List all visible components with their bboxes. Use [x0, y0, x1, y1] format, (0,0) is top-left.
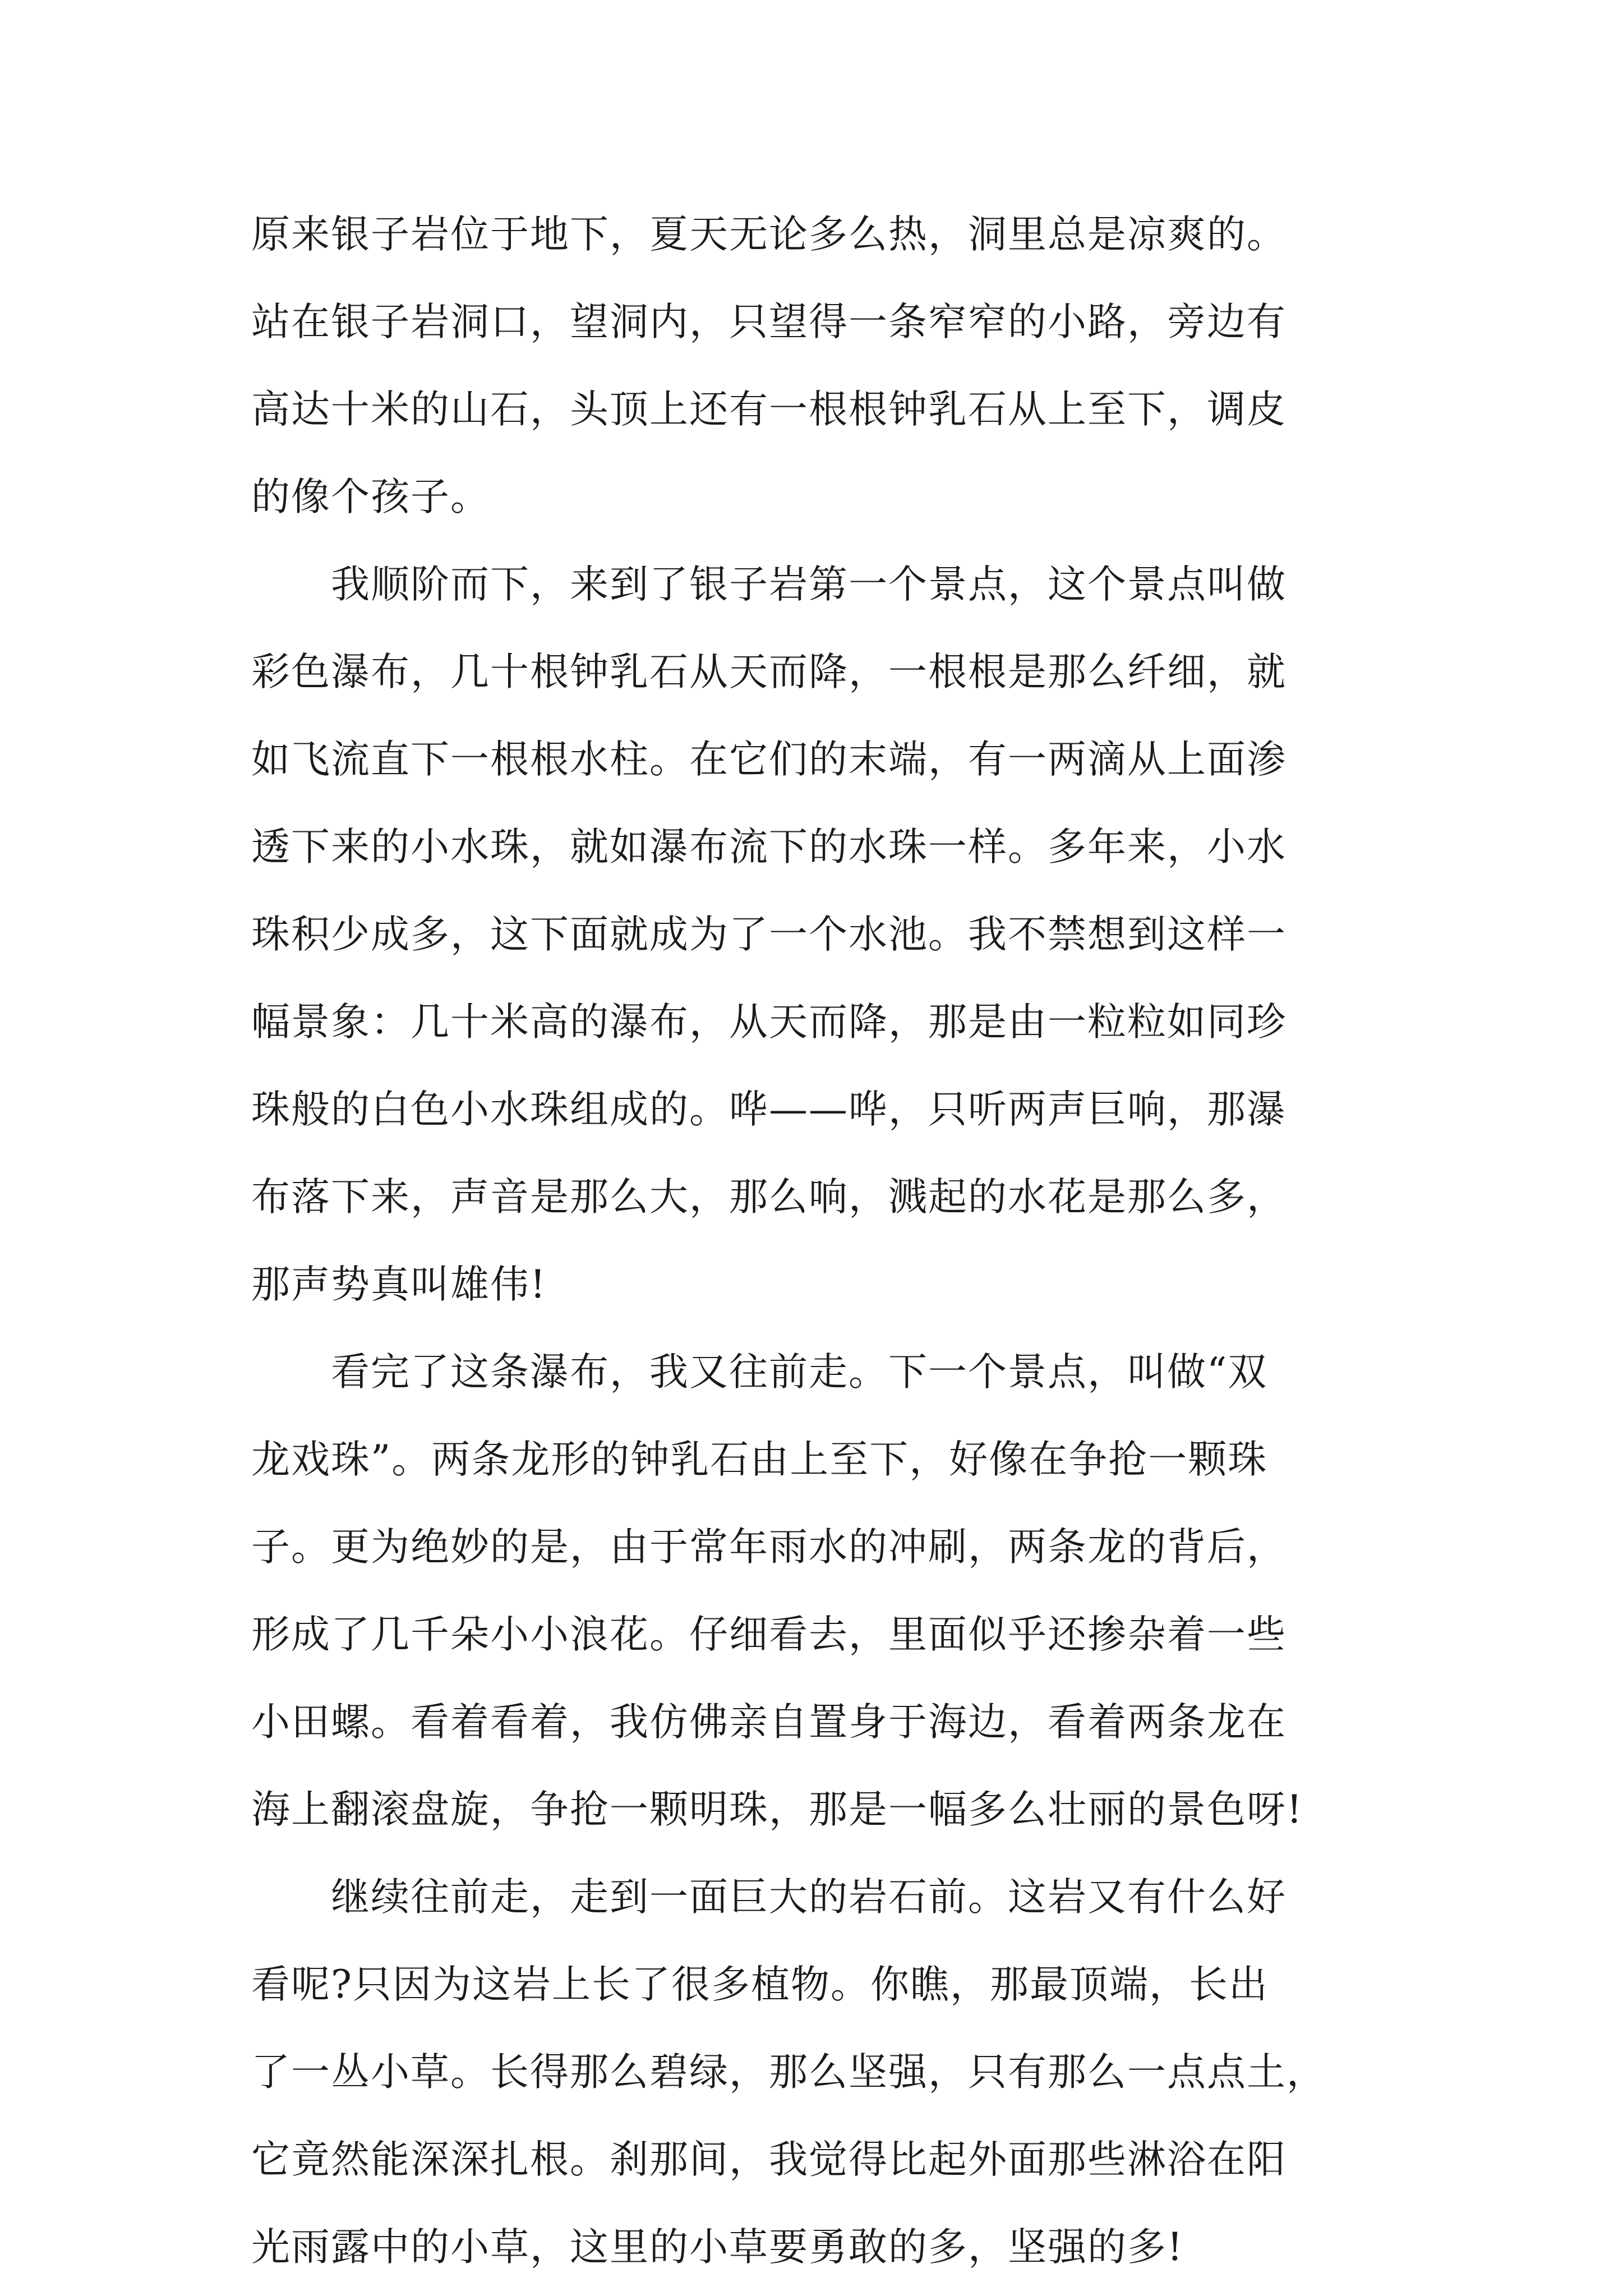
text-line: 看完了这条瀑布，我又往前走。下一个景点，叫做“双 — [251, 1350, 1268, 1395]
text-line: 如飞流直下一根根水柱。在它们的末端，有一两滴从上面渗 — [251, 737, 1287, 782]
text-line: 形成了几千朵小小浪花。仔细看去，里面似乎还掺杂着一些 — [251, 1612, 1287, 1657]
text-line: 原来银子岩位于地下，夏天无论多么热，洞里总是凉爽的。 — [251, 212, 1287, 257]
text-line: 子。更为绝妙的是，由于常年雨水的冲刷，两条龙的背后， — [251, 1525, 1287, 1570]
text-line: 珠般的白色小水珠组成的。哗——哗，只听两声巨响，那瀑 — [251, 1087, 1287, 1132]
text-line: 珠积少成多，这下面就成为了一个水池。我不禁想到这样一 — [251, 912, 1287, 957]
text-line: 龙戏珠”。两条龙形的钟乳石由上至下，好像在争抢一颗珠 — [251, 1437, 1268, 1482]
text-line: 布落下来，声音是那么大，那么响，溅起的水花是那么多， — [251, 1175, 1287, 1220]
text-line: 高达十米的山石，头顶上还有一根根钟乳石从上至下，调皮 — [251, 387, 1287, 432]
text-line: 海上翻滚盘旋，争抢一颗明珠，那是一幅多么壮丽的景色呀! — [251, 1787, 1303, 1832]
text-line: 站在银子岩洞口，望洞内，只望得一条窄窄的小路，旁边有 — [251, 300, 1287, 344]
text-line: 彩色瀑布，几十根钟乳石从天而降，一根根是那么纤细，就 — [251, 650, 1287, 694]
text-line: 看呢?只因为这岩上长了很多植物。你瞧，那最顶端，长出 — [251, 1962, 1269, 2007]
body-text — [251, 191, 1429, 2291]
text-line: 光雨露中的小草，这里的小草要勇敢的多，坚强的多! — [251, 2225, 1184, 2270]
text-line: 透下来的小水珠，就如瀑布流下的水珠一样。多年来，小水 — [251, 825, 1287, 869]
text-line: 继续往前走，走到一面巨大的岩石前。这岩又有什么好 — [251, 1875, 1287, 1920]
text-line: 了一丛小草。长得那么碧绿，那么坚强，只有那么一点点土， — [251, 2050, 1326, 2095]
text-line: 它竟然能深深扎根。刹那间，我觉得比起外面那些淋浴在阳 — [251, 2137, 1287, 2182]
text-line: 幅景象：几十米高的瀑布，从天而降，那是由一粒粒如同珍 — [251, 1000, 1287, 1045]
text-line: 的像个孩子。 — [251, 475, 490, 519]
text-line: 那声势真叫雄伟! — [251, 1262, 547, 1307]
text-line: 小田螺。看着看着，我仿佛亲自置身于海边，看着两条龙在 — [251, 1700, 1287, 1745]
text-line: 我顺阶而下，来到了银子岩第一个景点，这个景点叫做 — [251, 562, 1287, 607]
